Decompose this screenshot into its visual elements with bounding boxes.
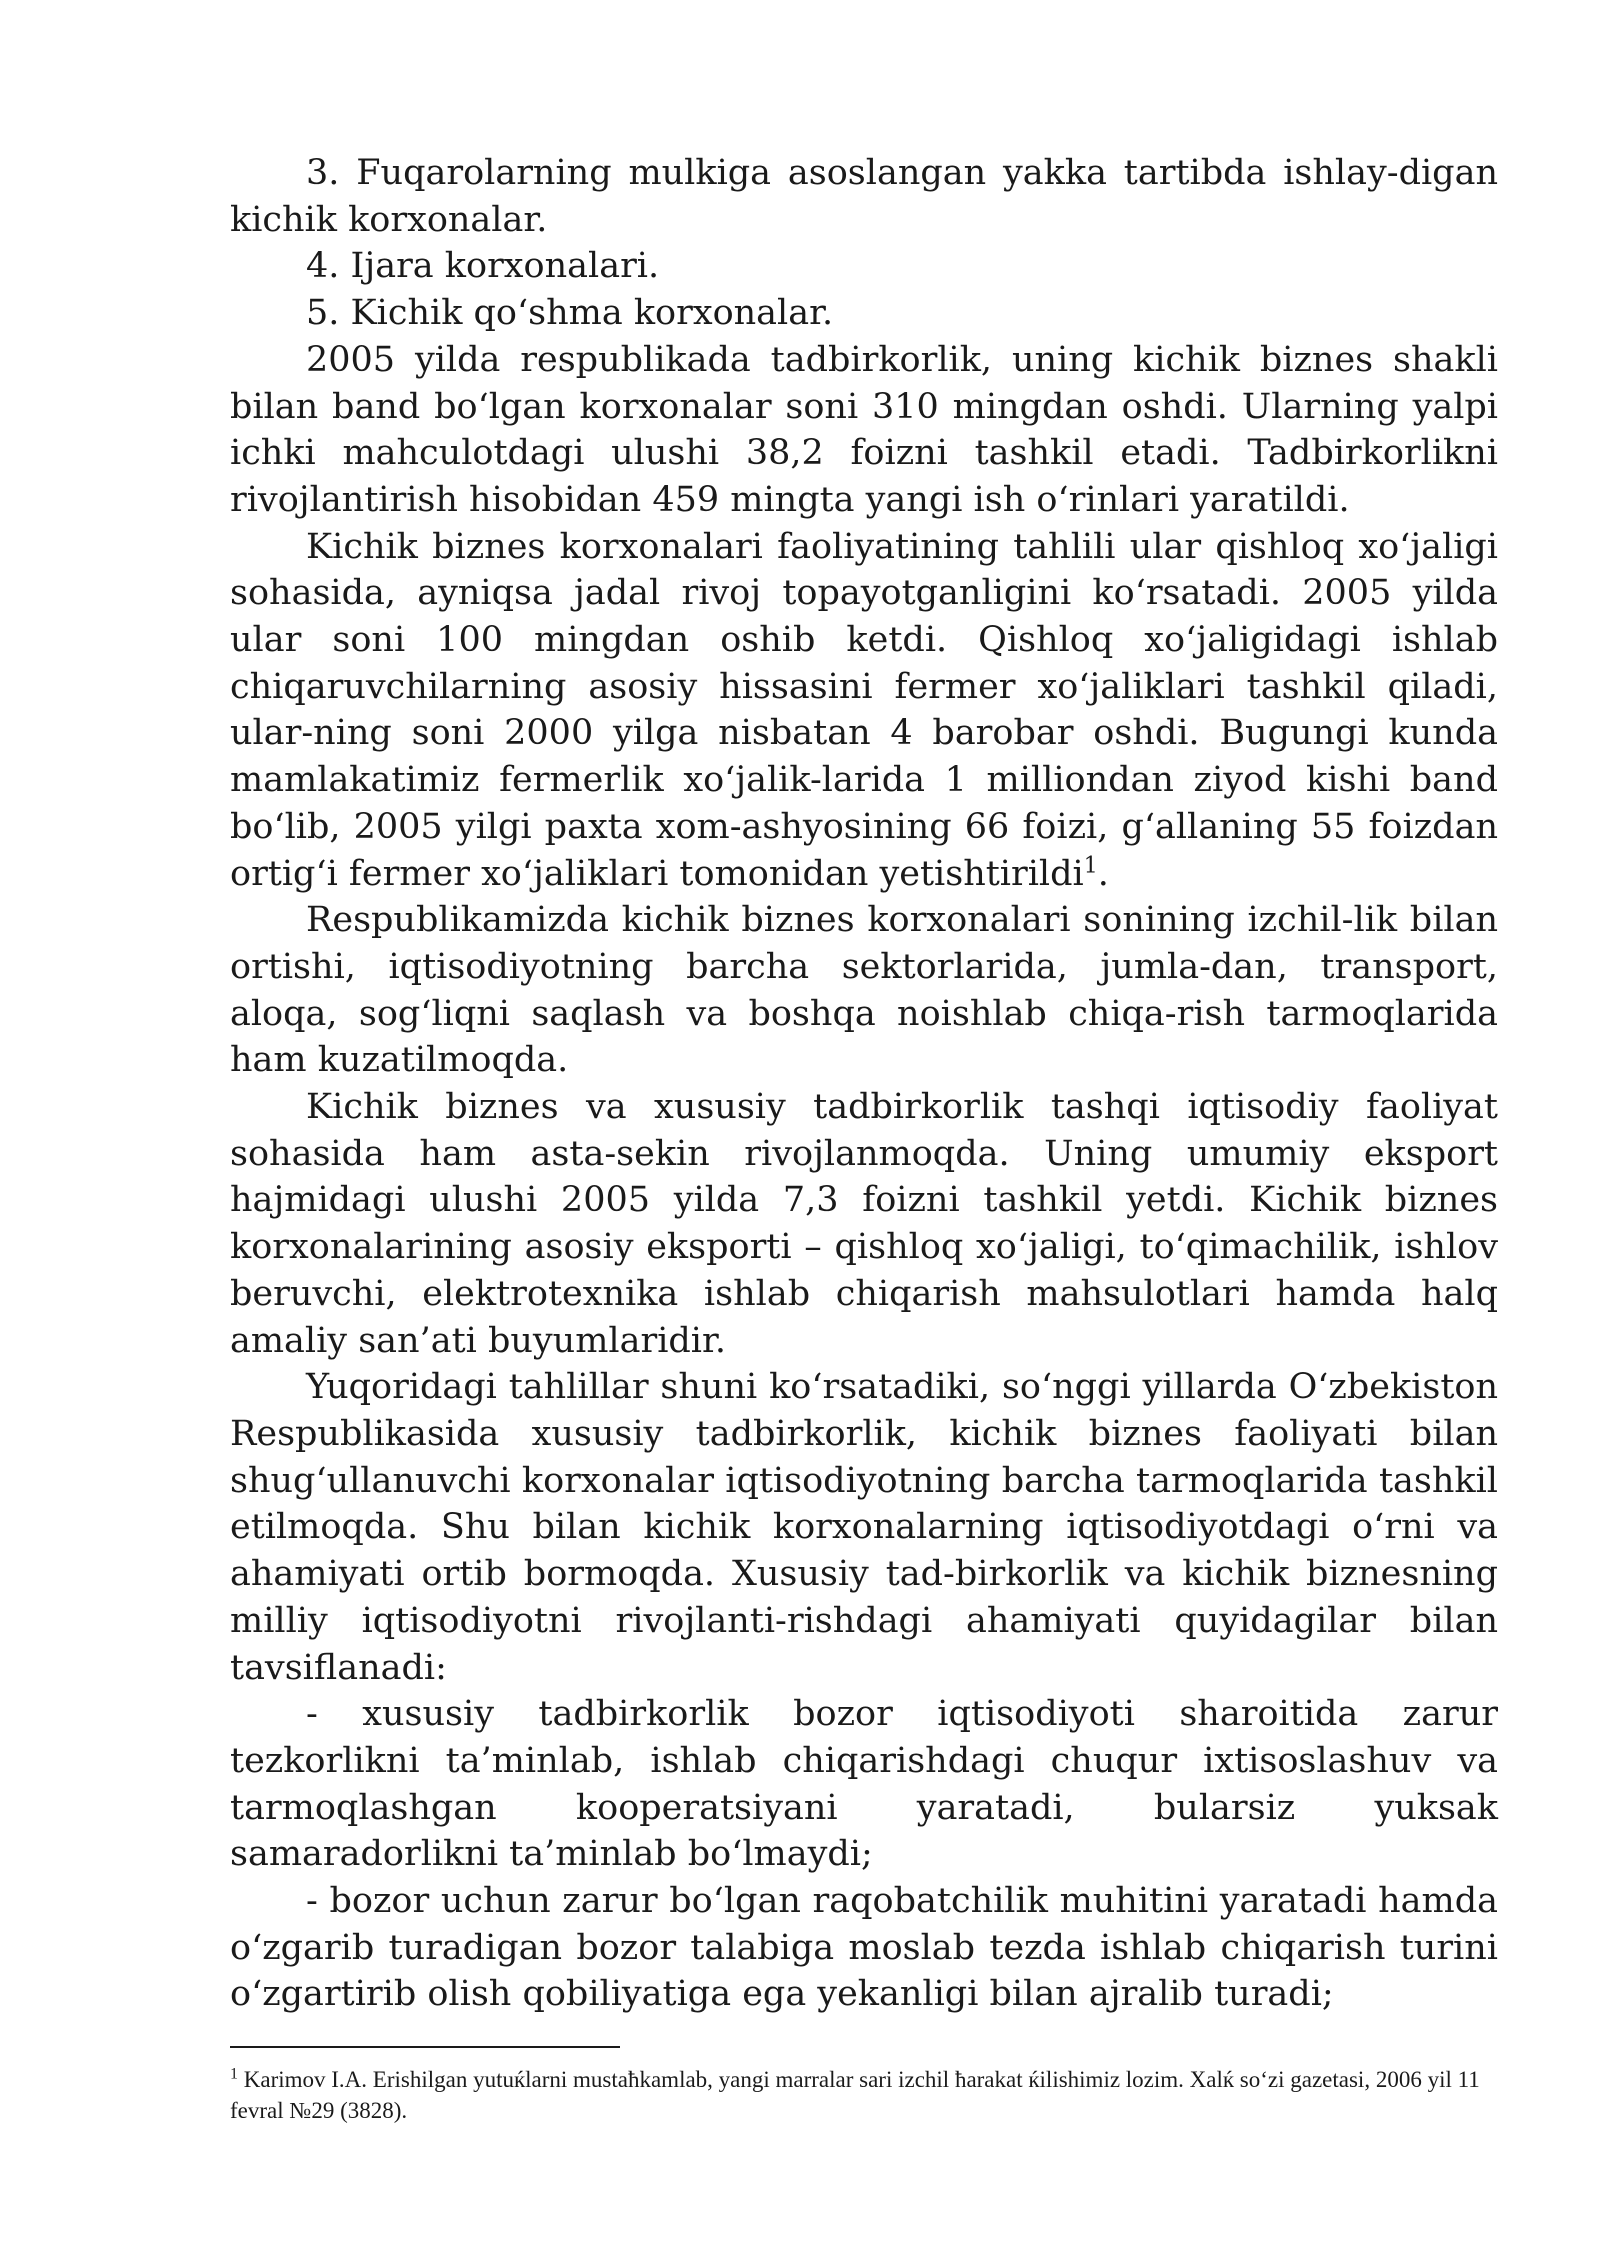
document-body (230, 150, 1498, 2018)
paragraph: 5. Kichik qo‘shma korxonalar. (306, 293, 834, 334)
paragraph-with-footnote (230, 524, 1498, 898)
footnote-reference[interactable]: 1 (1083, 852, 1098, 878)
paragraph: Yuqoridagi tahlillar shuni ko‘rsatadiki, so‘nggi yillarda O‘zbekiston Respublikasida xususiy tadbirkorlik, kichik biznes faoliyati bilan shug‘ullanuvchi korxonalar iqtisodiyotning barcha tarmoqlarida tashkil etilmoqda. Shu bilan kichik korxonalarning iqtisodiyotdagi o‘rni va ahamiyati ortib bormoqda. Xususiy tad-birkorlik va kichik biznesning milliy iqtisodiyotni rivojlanti-rishdagi ahamiyati quyidagilar bilan tavsiflanadi: (230, 1367, 1498, 1688)
paragraph: Respublikamizda kichik biznes korxonalari sonining izchil-lik bilan ortishi, iqtisodiyotning barcha sektorlarida, jumla-dan, transport, aloqa, sog‘liqni saqlash va boshqa noishlab chiqa-rish tarmoqlarida ham kuzatilmoqda. (230, 900, 1498, 1081)
paragraph-end-punctuation: . (1097, 853, 1109, 894)
footnote (230, 2064, 1498, 2126)
footnote-mark: 1 (230, 2065, 238, 2083)
paragraph-text: Kichik biznes korxonalari faoliyatining tahlili ular qishloq xo‘jaligi sohasida, ayniqsa jadal rivoj topayotganligini ko‘rsatadi. 2005 yilda ular soni 100 mingdan oshib ketdi. Qishloq xo‘jaligidagi ishlab chiqaruvchilarning asosiy hissasini fermer xo‘jaliklari tashkil qiladi, ular-ning soni 2000 yilga nisbatan 4 barobar oshdi. Bugungi kunda mamlakatimiz fermerlik xo‘jalik-larida 1 milliondan ziyod kishi band bo‘lib, 2005 yilgi paxta xom-ashyosining 66 foizi, g‘allaning 55 foizdan ortig‘i fermer xo‘jaliklari tomonidan yetishtirildi (230, 526, 1498, 894)
paragraph: 2005 yilda respublikada tadbirkorlik, uning kichik biznes shakli bilan band bo‘lgan korxonalar soni 310 mingdan oshdi. Ularning yalpi ichki mahculotdagi ulushi 38,2 foizni tashkil etadi. Tadbirkorlikni rivojlantirish hisobidan 459 mingta yangi ish o‘rinlari yaratildi. (230, 339, 1498, 520)
footnote-text: Karimov I.A. Erishilgan yutuќlarni mustaћkamlab, yangi marralar sari izchil ћarakat ќilishimiz lozim. Xalќ so‘zi gazetasi, 2006 yil 11 fevral №29 (3828). (230, 2067, 1480, 2123)
list-item: - bozor uchun zarur bo‘lgan raqobatchilik muhitini yaratadi hamda o‘zgarib turadigan bozor talabiga moslab tezda ishlab chiqarish turini o‘zgartirib olish qobiliyatiga ega yekanligi bilan ajralib turadi; (230, 1881, 1498, 2015)
paragraph: 3. Fuqarolarning mulkiga asoslangan yakka tartibda ishlay-digan kichik korxonalar. (230, 153, 1498, 240)
paragraph: 4. Ijara korxonalari. (306, 246, 660, 287)
list-item: - xususiy tadbirkorlik bozor iqtisodiyoti sharoitida zarur tezkorlikni ta’minlab, ishlab chiqarishdagi chuqur ixtisoslashuv va tarmoqlashgan kooperatsiyani yaratadi, bularsiz yuksak samaradorlikni ta’minlab bo‘lmaydi; (230, 1694, 1498, 1875)
paragraph: Kichik biznes va xususiy tadbirkorlik tashqi iqtisodiy faoliyat sohasida ham asta-sekin rivojlanmoqda. Uning umumiy eksport hajmidagi ulushi 2005 yilda 7,3 foizni tashkil yetdi. Kichik biznes korxonalarining asosiy eksporti – qishloq xo‘jaligi, to‘qimachilik, ishlov beruvchi, elektrotexnika ishlab chiqarish mahsulotlari hamda halq amaliy san’ati buyumlaridir. (230, 1087, 1498, 1361)
footnote-separator (230, 2046, 620, 2048)
